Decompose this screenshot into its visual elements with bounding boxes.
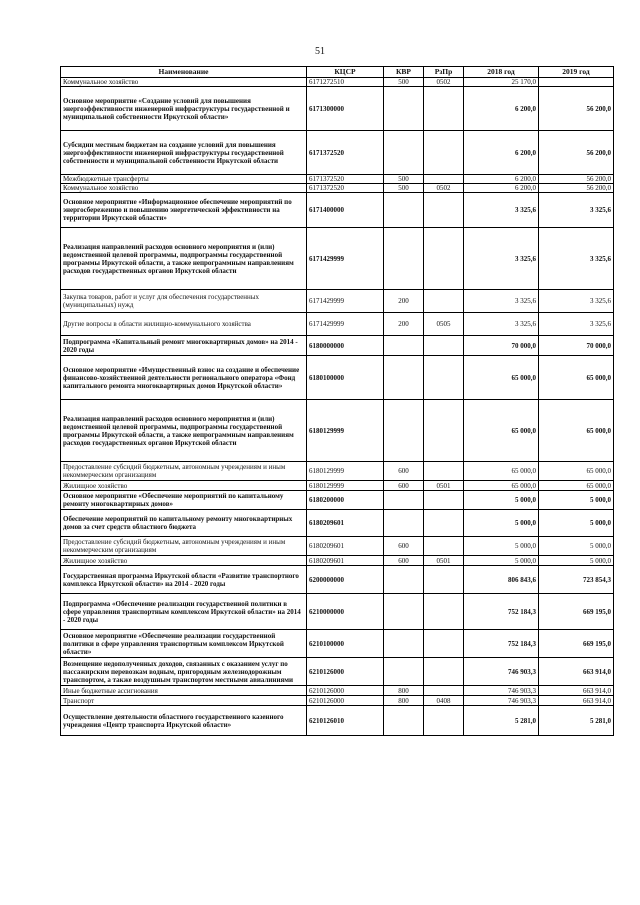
table-row (61, 336, 614, 356)
row-rzpr: 0502 (424, 78, 464, 87)
row-kcsr: 6171372520 (307, 184, 384, 193)
table-row (61, 193, 614, 228)
row-amount-2018: 65 000,0 (464, 462, 539, 481)
row-name: Обеспечение мероприятий по капитальному ремонту многоквартирных домов за счет средств областного бюджета (61, 510, 307, 537)
row-amount-2019: 669 195,0 (539, 630, 614, 658)
row-amount-2019: 663 914,0 (539, 686, 614, 696)
row-amount-2019: 5 000,0 (539, 510, 614, 537)
row-rzpr: 0408 (424, 696, 464, 706)
row-amount-2019: 65 000,0 (539, 400, 614, 462)
row-kcsr: 6171429999 (307, 313, 384, 336)
table-row (61, 175, 614, 184)
header-2018: 2018 год (464, 67, 539, 78)
row-amount-2018: 65 000,0 (464, 481, 539, 491)
row-rzpr (424, 400, 464, 462)
header-name: Наименование (61, 67, 307, 78)
row-kvr (384, 491, 424, 510)
row-rzpr (424, 658, 464, 686)
row-kcsr: 6180209601 (307, 556, 384, 566)
row-kvr (384, 356, 424, 400)
row-amount-2019: 3 325,6 (539, 228, 614, 290)
row-kcsr: 6171372520 (307, 175, 384, 184)
row-amount-2019: 56 200,0 (539, 87, 614, 131)
row-kvr (384, 336, 424, 356)
row-amount-2018: 3 325,6 (464, 193, 539, 228)
row-amount-2018: 746 903,3 (464, 658, 539, 686)
table-row (61, 78, 614, 87)
row-rzpr (424, 175, 464, 184)
row-name: Основное мероприятие «Обеспечение мероприятий по капитальному ремонту многоквартирных домов» (61, 491, 307, 510)
table-row (61, 87, 614, 131)
row-kvr (384, 510, 424, 537)
table-row (61, 630, 614, 658)
row-amount-2018: 752 184,3 (464, 630, 539, 658)
row-amount-2018: 5 000,0 (464, 510, 539, 537)
row-name: Подпрограмма «Капитальный ремонт многоквартирных домов» на 2014 - 2020 годы (61, 336, 307, 356)
row-rzpr (424, 462, 464, 481)
row-name: Предоставление субсидий бюджетным, автономным учреждениям и иным некоммерческим организациям (61, 537, 307, 556)
row-kcsr: 6210000000 (307, 594, 384, 630)
row-amount-2018: 6 200,0 (464, 175, 539, 184)
page-number: 51 (315, 46, 325, 57)
row-amount-2018: 746 903,3 (464, 686, 539, 696)
table-row (61, 556, 614, 566)
row-amount-2019: 5 000,0 (539, 491, 614, 510)
row-name: Жилищное хозяйство (61, 556, 307, 566)
row-amount-2018: 25 170,0 (464, 78, 539, 87)
row-name: Иные бюджетные ассигнования (61, 686, 307, 696)
row-amount-2018: 3 325,6 (464, 228, 539, 290)
row-name: Осуществление деятельности областного государственного казенного учреждения «Центр транспорта Иркутской области» (61, 706, 307, 736)
table-body (61, 78, 614, 736)
row-name: Государственная программа Иркутской области «Развитие транспортного комплекса Иркутской области» на 2014 - 2020 годы (61, 566, 307, 594)
row-kvr (384, 658, 424, 686)
row-amount-2019: 3 325,6 (539, 290, 614, 313)
header-kvr: КВР (384, 67, 424, 78)
row-kvr: 800 (384, 696, 424, 706)
row-name: Транспорт (61, 696, 307, 706)
row-rzpr (424, 228, 464, 290)
row-amount-2018: 5 000,0 (464, 556, 539, 566)
row-name: Подпрограмма «Обеспечение реализации государственной политики в сфере управления транспортным комплексом Иркутской области» на 2014 - 2020 годы (61, 594, 307, 630)
row-rzpr (424, 336, 464, 356)
row-amount-2019: 663 914,0 (539, 696, 614, 706)
row-kvr (384, 566, 424, 594)
row-amount-2018: 3 325,6 (464, 313, 539, 336)
row-kvr: 600 (384, 556, 424, 566)
row-rzpr (424, 87, 464, 131)
table-row (61, 491, 614, 510)
table-row (61, 290, 614, 313)
table-row (61, 594, 614, 630)
row-rzpr (424, 566, 464, 594)
row-rzpr (424, 510, 464, 537)
row-amount-2019: 3 325,6 (539, 313, 614, 336)
row-name: Основное мероприятие «Создание условий для повышения энергоэффективности инженерной инфраструктуры государственной и муниципальной собственности Иркутской области» (61, 87, 307, 131)
row-kcsr: 6210126010 (307, 706, 384, 736)
row-name: Предоставление субсидий бюджетным, автономным учреждениям и иным некоммерческим организациям (61, 462, 307, 481)
row-amount-2018: 752 184,3 (464, 594, 539, 630)
row-kcsr: 6200000000 (307, 566, 384, 594)
row-kcsr: 6171429999 (307, 290, 384, 313)
header-rzpr: РзПр (424, 67, 464, 78)
row-kvr (384, 131, 424, 175)
table-row (61, 400, 614, 462)
row-rzpr: 0501 (424, 556, 464, 566)
row-rzpr (424, 706, 464, 736)
row-name: Основное мероприятие «Имущественный взнос на создание и обеспечение финансово-хозяйственной деятельности регионального оператора «Фонд капитального ремонта многоквартирных домов Иркутской области» (61, 356, 307, 400)
row-kcsr: 6180209601 (307, 537, 384, 556)
row-name: Закупка товаров, работ и услуг для обеспечения государственных (муниципальных) нужд (61, 290, 307, 313)
header-2019: 2019 год (539, 67, 614, 78)
row-kvr: 600 (384, 462, 424, 481)
row-kvr (384, 87, 424, 131)
row-kvr: 200 (384, 290, 424, 313)
row-kcsr: 6210126000 (307, 658, 384, 686)
table-row (61, 313, 614, 336)
row-amount-2019: 56 200,0 (539, 184, 614, 193)
row-kvr (384, 400, 424, 462)
row-kcsr: 6180129999 (307, 462, 384, 481)
row-kcsr: 6180209601 (307, 510, 384, 537)
row-kvr (384, 228, 424, 290)
table-row (61, 696, 614, 706)
row-rzpr (424, 290, 464, 313)
row-amount-2018: 5 281,0 (464, 706, 539, 736)
row-kvr: 200 (384, 313, 424, 336)
row-kvr: 500 (384, 78, 424, 87)
row-amount-2019: 65 000,0 (539, 462, 614, 481)
row-rzpr (424, 491, 464, 510)
row-kvr: 500 (384, 175, 424, 184)
row-kvr: 800 (384, 686, 424, 696)
table-row (61, 356, 614, 400)
row-name: Жилищное хозяйство (61, 481, 307, 491)
row-amount-2018: 806 843,6 (464, 566, 539, 594)
row-amount-2019 (539, 78, 614, 87)
row-amount-2018: 65 000,0 (464, 356, 539, 400)
row-kcsr: 6171372520 (307, 131, 384, 175)
row-amount-2019: 669 195,0 (539, 594, 614, 630)
row-rzpr (424, 356, 464, 400)
row-kcsr: 6171400000 (307, 193, 384, 228)
row-rzpr (424, 630, 464, 658)
row-kcsr: 6180129999 (307, 400, 384, 462)
row-kcsr: 6180000000 (307, 336, 384, 356)
row-kvr (384, 706, 424, 736)
table-row (61, 566, 614, 594)
row-rzpr: 0505 (424, 313, 464, 336)
row-amount-2018: 746 903,3 (464, 696, 539, 706)
row-name: Коммунальное хозяйство (61, 184, 307, 193)
table-row (61, 658, 614, 686)
row-kvr: 500 (384, 184, 424, 193)
row-amount-2019: 56 200,0 (539, 131, 614, 175)
row-kcsr: 6171429999 (307, 228, 384, 290)
row-kvr: 600 (384, 537, 424, 556)
row-amount-2019: 70 000,0 (539, 336, 614, 356)
row-kcsr: 6171272510 (307, 78, 384, 87)
row-kcsr: 6171300000 (307, 87, 384, 131)
table-row (61, 131, 614, 175)
row-amount-2019: 65 000,0 (539, 356, 614, 400)
row-rzpr (424, 686, 464, 696)
row-name: Другие вопросы в области жилищно-коммунального хозяйства (61, 313, 307, 336)
row-rzpr: 0502 (424, 184, 464, 193)
row-amount-2018: 6 200,0 (464, 131, 539, 175)
row-name: Основное мероприятие «Обеспечение реализации государственной политики в сфере управления транспортным комплексом Иркутской области» (61, 630, 307, 658)
row-kcsr: 6210100000 (307, 630, 384, 658)
row-amount-2019: 5 281,0 (539, 706, 614, 736)
table-row (61, 228, 614, 290)
row-amount-2019: 56 200,0 (539, 175, 614, 184)
table-row (61, 510, 614, 537)
row-amount-2019: 663 914,0 (539, 658, 614, 686)
row-amount-2019: 3 325,6 (539, 193, 614, 228)
table-row (61, 686, 614, 696)
row-name: Возмещение недополученных доходов, связанных с оказанием услуг по пассажирским перевозкам водным, пригородным железнодорожным транспортом, а также воздушным транспортом местными авиалиниями (61, 658, 307, 686)
row-amount-2019: 723 854,3 (539, 566, 614, 594)
row-kcsr: 6180100000 (307, 356, 384, 400)
table-header-row (61, 67, 614, 78)
row-name: Основное мероприятие «Информационное обеспечение мероприятий по энергосбережению и повышению энергетической эффективности на территории Иркутской области» (61, 193, 307, 228)
row-kvr (384, 594, 424, 630)
row-kcsr: 6210126000 (307, 696, 384, 706)
row-name: Реализация направлений расходов основного мероприятия и (или) ведомственной целевой программы, подпрограммы государственной программы Иркутской области, а также непрограммным направлениям расходов государственных органов Иркутской области (61, 400, 307, 462)
row-amount-2018: 5 000,0 (464, 491, 539, 510)
row-amount-2018: 65 000,0 (464, 400, 539, 462)
row-rzpr (424, 537, 464, 556)
header-kcsr: КЦСР (307, 67, 384, 78)
table-row (61, 184, 614, 193)
row-kvr (384, 630, 424, 658)
row-rzpr (424, 594, 464, 630)
row-amount-2018: 3 325,6 (464, 290, 539, 313)
row-name: Коммунальное хозяйство (61, 78, 307, 87)
budget-table (60, 66, 614, 736)
row-kcsr: 6180200000 (307, 491, 384, 510)
row-name: Субсидии местным бюджетам на создание условий для повышения энергоэффективности инженерной инфраструктуры государственной собственности и муниципальной собственности Иркутской области (61, 131, 307, 175)
row-kvr: 600 (384, 481, 424, 491)
row-kcsr: 6180129999 (307, 481, 384, 491)
row-name: Межбюджетные трансферты (61, 175, 307, 184)
row-amount-2019: 65 000,0 (539, 481, 614, 491)
row-name: Реализация направлений расходов основного мероприятия и (или) ведомственной целевой программы, подпрограммы государственной программы Иркутской области, а также непрограммным направлениям расходов государственных органов Иркутской области (61, 228, 307, 290)
row-kvr (384, 193, 424, 228)
row-rzpr (424, 131, 464, 175)
row-kcsr: 6210126000 (307, 686, 384, 696)
row-rzpr (424, 193, 464, 228)
table-row (61, 481, 614, 491)
row-amount-2019: 5 000,0 (539, 537, 614, 556)
row-amount-2018: 70 000,0 (464, 336, 539, 356)
table-row (61, 462, 614, 481)
table-row (61, 706, 614, 736)
row-amount-2018: 6 200,0 (464, 87, 539, 131)
row-amount-2018: 5 000,0 (464, 537, 539, 556)
table-row (61, 537, 614, 556)
row-rzpr: 0501 (424, 481, 464, 491)
row-amount-2019: 5 000,0 (539, 556, 614, 566)
row-amount-2018: 6 200,0 (464, 184, 539, 193)
